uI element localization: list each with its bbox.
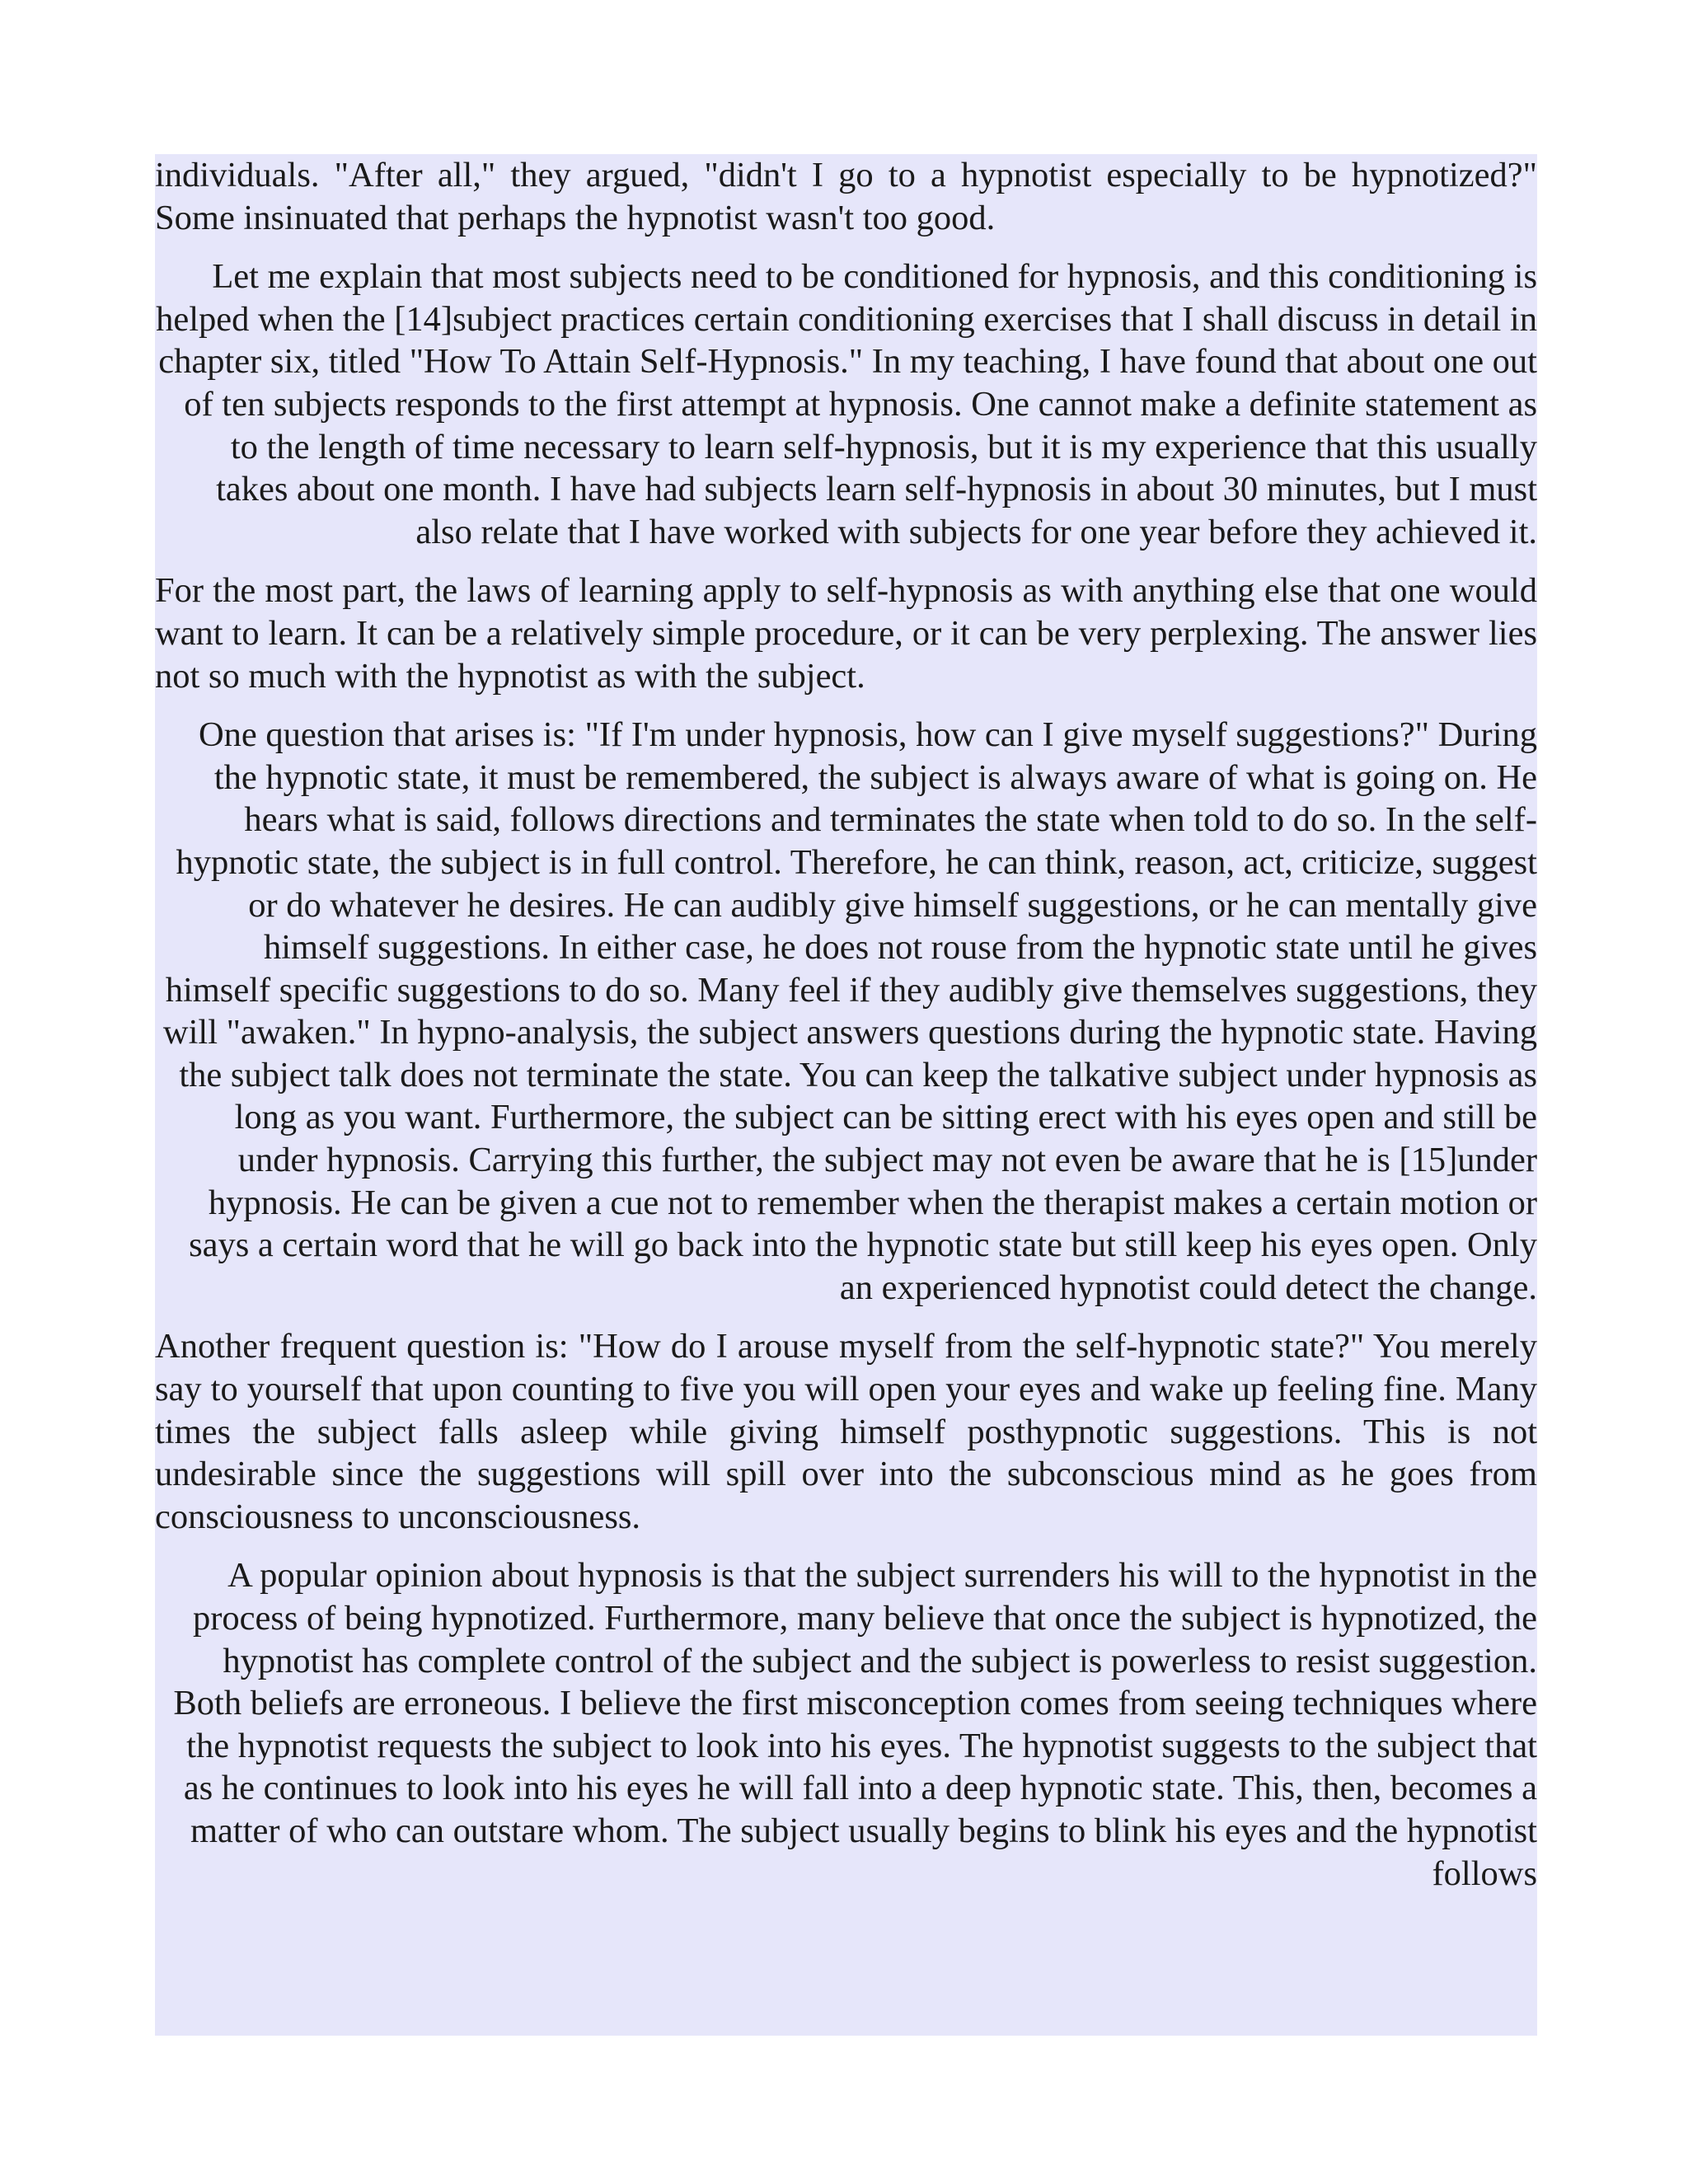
paragraph-4: One question that arises is: "If I'm under hypnosis, how can I give myself suggestions?" During the hypnotic state, it must be remembered, the subject is always aware of what is going on. He hears what is said, follows directions and terminates the state when told to do so. In the self-hypnotic state, the subject is in full control. Therefore, he can think, reason, act, criticize, suggest or do whatever he desires. He can audibly give himself suggestions, or he can mentally give himself suggestions. In either case, he does not rouse from the hypnotic state until he gives himself specific suggestions to do so. Many feel if they audibly give themselves suggestions, they will "awaken." In hypno-analysis, the subject answers questions during the hypnotic state. Having the subject talk does not terminate the state. You can keep the talkative subject under hypnosis as long as you want. Furthermore, the subject can be sitting erect with his eyes open and still be under hypnosis. Carrying this further, the subject may not even be aware that he is [15]under hypnosis. He can be given a cue not to remember when the therapist makes a certain motion or says a certain word that he will go back into the hypnotic state but still keep his eyes open. Only an experienced hypnotist could detect the change. xyxy=(162,715,1537,1307)
paragraph-5: Another frequent question is: "How do I arouse myself from the self-hypnotic state?" You merely say to yourself that upon counting to five you will open your eyes and wake up feeling fine. Many times the subject falls asleep while giving himself posthypnotic suggestions. This is not undesirable since the suggestions will spill over into the subconscious mind as he goes from consciousness to unconsciousness. xyxy=(155,1327,1537,1536)
paragraph-2: Let me explain that most subjects need to be conditioned for hypnosis, and this conditioning is helped when the [14]subject practices certain conditioning exercises that I shall discuss in detail in chapter six, titled "How To Attain Self-Hypnosis." In my teaching, I have found that about one out of ten subjects responds to the first attempt at hypnosis. One cannot make a definite statement as to the length of time necessary to learn self-hypnosis, but it is my experience that this usually takes about one month. I have had subjects learn self-hypnosis in about 30 minutes, but I must also relate that I have worked with subjects for one year before they achieved it. xyxy=(156,257,1537,551)
paragraph-6: A popular opinion about hypnosis is that the subject surrenders his will to the hypnotist in the process of being hypnotized. Furthermore, many believe that once the subject is hypnotized, the hypnotist has complete control of the subject and the subject is powerless to resist suggestion. Both beliefs are erroneous. I believe the first misconception comes from seeing techniques where the hypnotist requests the subject to look into his eyes. The hypnotist suggests to the subject that as he continues to look into his eyes he will fall into a deep hypnotic state. This, then, becomes a matter of who can outstare whom. The subject usually begins to blink his eyes and the hypnotist follows xyxy=(173,1556,1537,1893)
text-block xyxy=(155,154,1537,2036)
paragraph-3: For the most part, the laws of learning apply to self-hypnosis as with anything else that one would want to learn. It can be a relatively simple procedure, or it can be very perplexing. The answer lies not so much with the hypnotist as with the subject. xyxy=(155,571,1537,696)
paragraph-1: individuals. "After all," they argued, "didn't I go to a hypnotist especially to be hypnotized?" Some insinuated that perhaps the hypnotist wasn't too good. xyxy=(155,156,1537,237)
